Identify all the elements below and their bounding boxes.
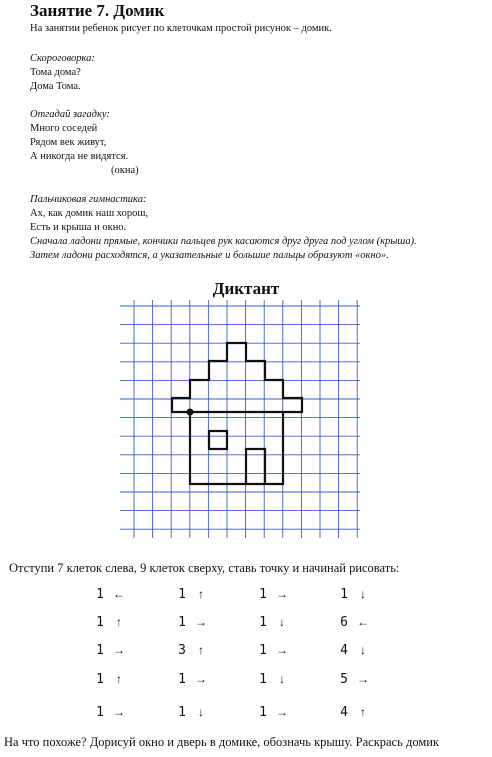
step-count: 1 bbox=[178, 671, 186, 687]
dictation-step bbox=[255, 703, 289, 721]
step-count: 4 bbox=[340, 704, 348, 720]
arrow-left-icon: ← bbox=[357, 614, 369, 629]
step-count: 4 bbox=[340, 642, 348, 658]
arrow-down-icon: ↓ bbox=[198, 704, 204, 719]
arrow-up-icon: ↑ bbox=[360, 704, 366, 719]
step-count: 1 bbox=[96, 586, 104, 602]
step-count: 1 bbox=[96, 614, 104, 630]
arrow-up-icon: ↑ bbox=[198, 642, 204, 657]
arrow-left-icon: ← bbox=[113, 586, 125, 601]
dictation-step bbox=[174, 585, 208, 603]
step-count: 5 bbox=[340, 671, 348, 687]
start-point bbox=[187, 409, 194, 416]
lesson-intro: На занятии ребенок рисует по клеточкам простой рисунок – домик. bbox=[30, 23, 332, 34]
dictation-step bbox=[174, 670, 208, 688]
riddle-line: Много соседей bbox=[30, 123, 98, 134]
tongue-twister-line: Дома Тома. bbox=[30, 81, 81, 92]
step-count: 1 bbox=[259, 586, 267, 602]
step-count: 1 bbox=[259, 671, 267, 687]
step-count: 1 bbox=[178, 704, 186, 720]
arrow-down-icon: ↓ bbox=[279, 614, 285, 629]
grid-lines bbox=[120, 300, 360, 538]
dictation-step bbox=[92, 670, 126, 688]
step-count: 1 bbox=[96, 642, 104, 658]
tongue-twister-line: Тома дома? bbox=[30, 67, 81, 78]
dictation-footer: На что похоже? Дорисуй окно и дверь в домике, обозначь крышу. Раскрась домик bbox=[4, 735, 440, 749]
arrow-right-icon: → bbox=[195, 614, 207, 629]
dictation-step bbox=[92, 641, 126, 659]
finger-gym-heading: Пальчиковая гимнастика: bbox=[30, 194, 147, 205]
arrow-up-icon: ↑ bbox=[116, 671, 122, 686]
arrow-down-icon: ↓ bbox=[279, 671, 285, 686]
riddle-answer: (окна) bbox=[111, 165, 139, 176]
arrow-up-icon: ↑ bbox=[198, 586, 204, 601]
step-count: 1 bbox=[178, 586, 186, 602]
arrow-right-icon: → bbox=[195, 671, 207, 686]
arrow-up-icon: ↑ bbox=[116, 614, 122, 629]
step-count: 1 bbox=[259, 642, 267, 658]
dictation-step bbox=[92, 613, 126, 631]
dictation-step bbox=[92, 703, 126, 721]
dictation-step bbox=[255, 670, 289, 688]
step-count: 1 bbox=[178, 614, 186, 630]
step-count: 1 bbox=[340, 586, 348, 602]
riddle-heading: Отгадай загадку: bbox=[30, 109, 110, 120]
dictation-step bbox=[255, 641, 289, 659]
lesson-title: Занятие 7. Домик bbox=[30, 1, 165, 20]
dictation-step bbox=[174, 641, 208, 659]
arrow-right-icon: → bbox=[113, 642, 125, 657]
finger-gym-line: Есть и крыша и окно. bbox=[30, 222, 127, 233]
step-count: 1 bbox=[96, 671, 104, 687]
step-count: 1 bbox=[259, 614, 267, 630]
finger-gym-line: Ах, как домик наш хорош, bbox=[30, 208, 149, 219]
dictation-step bbox=[336, 585, 370, 603]
dictation-step bbox=[174, 613, 208, 631]
arrow-right-icon: → bbox=[276, 586, 288, 601]
arrow-down-icon: ↓ bbox=[360, 642, 366, 657]
dictation-step bbox=[336, 670, 370, 688]
dictation-step bbox=[92, 585, 126, 603]
tongue-twister-heading: Скороговорка: bbox=[30, 53, 95, 64]
step-count: 6 bbox=[340, 614, 348, 630]
finger-gym-note: Сначала ладони прямые, кончики пальцев рук касаются друг друга под углом (крыша). bbox=[30, 236, 417, 247]
step-count: 1 bbox=[96, 704, 104, 720]
dictation-grid bbox=[120, 300, 360, 545]
dictation-instruction: Отступи 7 клеток слева, 9 клеток сверху, ставь точку и начинай рисовать: bbox=[9, 561, 400, 575]
arrow-right-icon: → bbox=[276, 704, 288, 719]
arrow-down-icon: ↓ bbox=[360, 586, 366, 601]
dictation-title: Диктант bbox=[212, 279, 280, 298]
arrow-right-icon: → bbox=[113, 704, 125, 719]
step-count: 1 bbox=[259, 704, 267, 720]
dictation-step bbox=[255, 613, 289, 631]
dictation-step bbox=[336, 703, 370, 721]
dictation-step bbox=[336, 613, 370, 631]
step-count: 3 bbox=[178, 642, 186, 658]
dictation-step bbox=[174, 703, 208, 721]
riddle-line: А никогда не видятся. bbox=[30, 151, 129, 162]
dictation-step bbox=[336, 641, 370, 659]
finger-gym-note: Затем ладони расходятся, а указательные и большие пальцы образуют «окно». bbox=[30, 250, 389, 261]
riddle-line: Рядом век живут, bbox=[30, 137, 107, 148]
arrow-right-icon: → bbox=[276, 642, 288, 657]
dictation-step bbox=[255, 585, 289, 603]
arrow-right-icon: → bbox=[357, 671, 369, 686]
